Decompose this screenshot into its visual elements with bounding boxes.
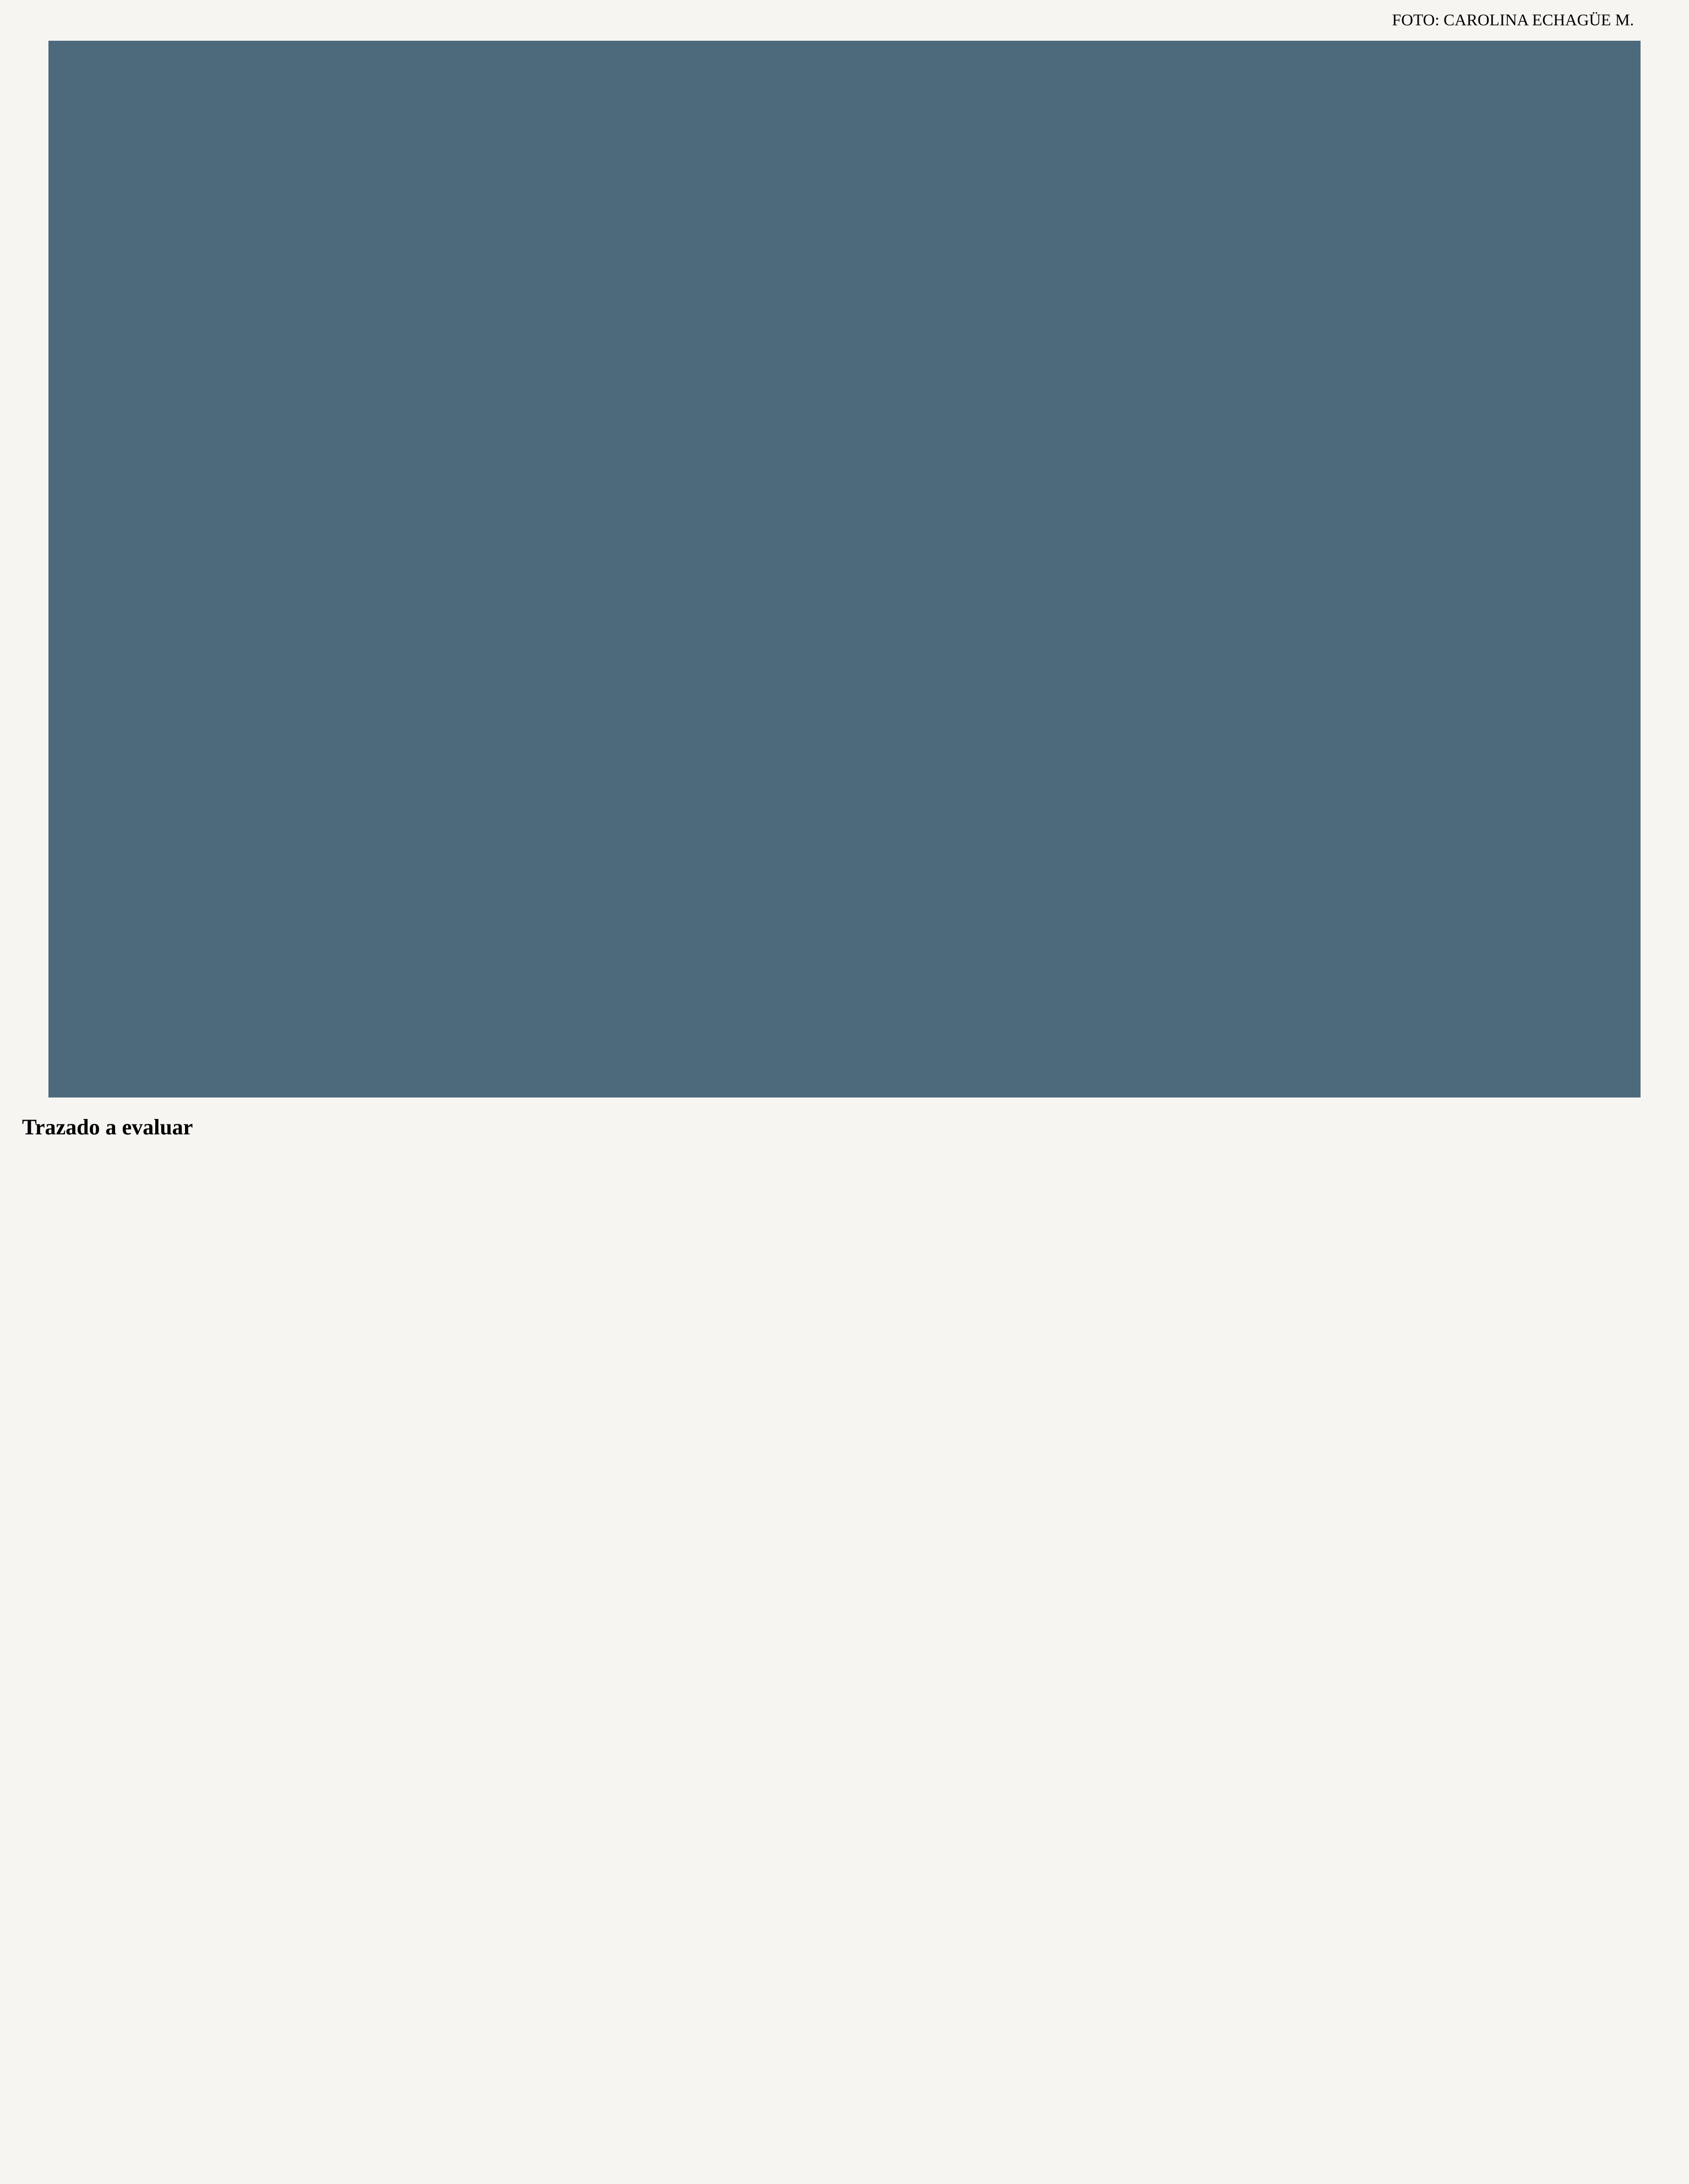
photo-credit: FOTO: CAROLINA ECHAGÜE M.	[1392, 11, 1634, 29]
section-heading: Trazado a evaluar	[22, 1115, 193, 1139]
photo	[48, 41, 1641, 1098]
